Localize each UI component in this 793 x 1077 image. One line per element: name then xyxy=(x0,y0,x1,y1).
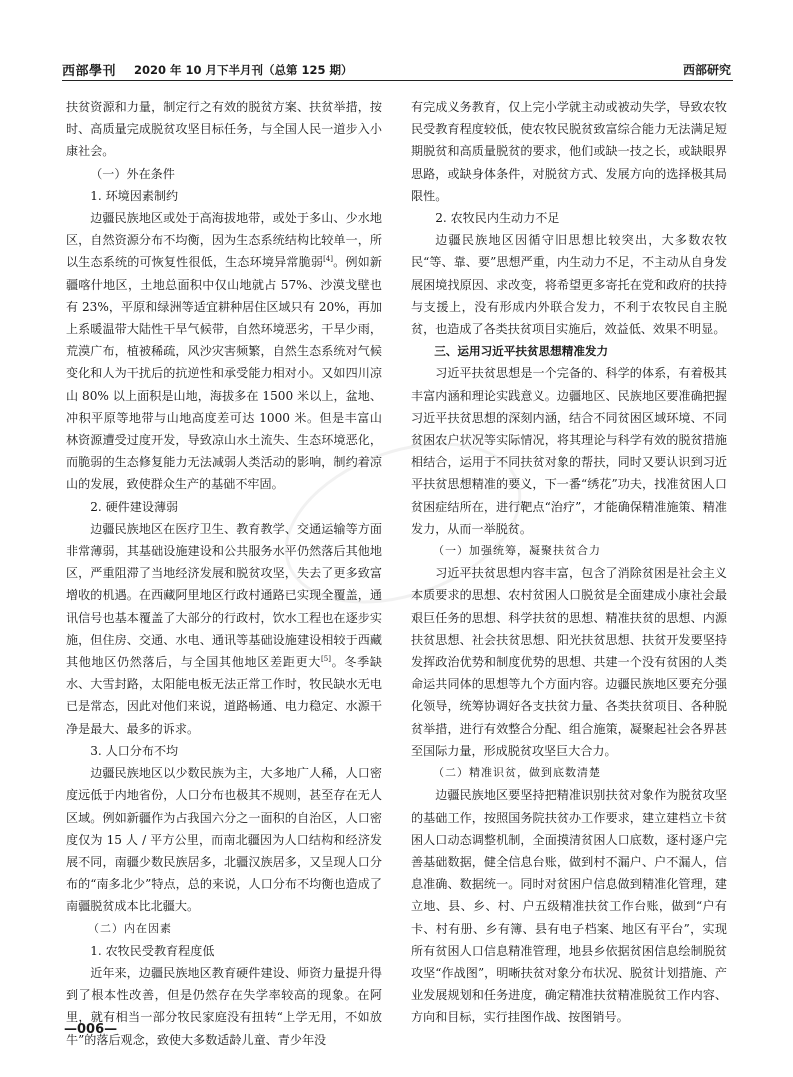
subsection-heading: 2. 硬件建设薄弱 xyxy=(90,499,179,514)
paragraph-text: 边疆民族地区或处于高海拔地带，或处于多山、少水地区，自然资源分布不均衡，因为生态系统结构比较单一，所以生态系统的可恢复性很低，生态环境异常脆弱 xyxy=(66,211,382,270)
paragraph-text: 边疆民族地区要坚持把精准识别扶贫对象作为脱贫攻坚的基础工作，按照国务院扶贫办工作要求，建立建档立卡贫困人口动态调整机制，全面摸清贫困人口底数，逐村逐户完善基础数据，健全信息台账，做到村不漏户、户不漏人，信息准确、数据统一。同时对贫困户信息做到精准化管理，建立地、县、乡、村、户五级精准扶贫工作台账，做到“户有卡、村有册、乡有簿、县有电子档案、地区有平台”，实现所有贫困人口信息精准管理，地县乡依据贫困信息绘制脱贫攻坚“作战图”，明晰扶贫对象分布状况、脱贫计划措施、产业发展规划和任务进度，确定精准扶贫精准脱贫工作内容、方向和目标，实行挂图作战、按图销号。 xyxy=(411,788,727,1025)
journal-logo: 西部學刊 xyxy=(62,64,117,79)
paragraph-text-cont: 。冬季缺水、大雪封路，太阳能电板无法正常工作时，牧民缺水无电已是常态，因此对他们来说，道路畅通、电力稳定、水源干净是最大、最多的诉求。 xyxy=(66,655,382,736)
subsection-heading: （一）加强统筹，凝聚扶贫合力 xyxy=(433,544,601,558)
body-paragraph xyxy=(411,96,727,207)
left-column xyxy=(66,96,382,1051)
paragraph-text: 边疆民族地区因循守旧思想比较突出，大多数农牧民“等、靠、要”思想严重，内生动力不足，不主动从自身发展困境找原因、求改变，将希望更多寄托在党和政府的扶持与支援上，没有形成内外联合发力，不利于农牧民自主脱贫，也造成了各类扶贫项目实施后，效益低、效果不明显。 xyxy=(411,233,727,337)
subsection-heading: 2. 农牧民内生动力不足 xyxy=(435,211,560,226)
subsection-heading: 1. 农牧民受教育程度低 xyxy=(90,943,215,958)
paragraph-text: 近年来，边疆民族地区教育硬件建设、师资力量提升得到了根本性改善，但是仍然存在失学率较高的现象。在阿里，就有相当一部分牧民家庭没有扭转“上学无用，不如放牛”的落后观念，致使大多数适龄儿童、青少年没 xyxy=(66,965,382,1047)
body-paragraph xyxy=(66,962,382,1051)
right-column xyxy=(411,96,727,1029)
paragraph-text: 习近平扶贫思想内容丰富，包含了消除贫困是社会主义本质要求的思想、农村贫困人口脱贫是全面建成小康社会最艰巨任务的思想、科学扶贫的思想、精准扶贫的思想、内源扶贫思想、社会扶贫思想、阳光扶贫思想、扶贫开发要坚持发挥政治优势和制度优势的思想、共建一个没有贫困的人类命运共同体的思想等九个方面内容。边疆民族地区要充分强化领导，统筹协调好各支扶贫力量、各类扶贫项目、各种脱贫举措，进行有效整合分配、组合施策，凝聚起社会各界甚至国际力量，形成脱贫攻坚巨大合力。 xyxy=(411,566,727,758)
section-name: 西部研究 xyxy=(682,63,731,77)
body-paragraph xyxy=(411,229,727,340)
body-paragraph xyxy=(66,518,382,740)
section-heading: 三、运用习近平扶贫思想精准发力 xyxy=(434,344,609,359)
body-paragraph xyxy=(66,762,382,917)
paragraph-text: 扶贫资源和力量，制定行之有效的脱贫方案、扶贫举措，按时、高质量完成脱贫攻坚目标任务，与全国人民一道步入小康社会。 xyxy=(66,100,382,159)
page-number: —006— xyxy=(64,1022,118,1037)
citation-ref: [4] xyxy=(323,255,334,264)
body-paragraph xyxy=(411,784,727,1028)
subsection-heading: 1. 环境因素制约 xyxy=(90,188,179,203)
subsection-heading: （二）内在因素 xyxy=(88,921,172,935)
page-header xyxy=(62,58,733,81)
paragraph-text: 边疆民族地区以少数民族为主，大多地广人稀，人口密度远低于内地省份，人口分布也极其不规则，甚至存在无人区域。例如新疆作为占我国六分之一面积的自治区，人口密度仅为 15 人 / 平方公里，而南北疆因为人口结构和经济发展不同，南疆少数民族居多，北疆汉族居多，又呈现人口分布的“南多北少”特点，总的来说，人口分布不均衡也造成了南疆脱贫成本比北疆大。 xyxy=(66,766,382,914)
paragraph-text: 边疆民族地区在医疗卫生、教育教学、交通运输等方面非常薄弱，其基础设施建设和公共服务水平仍然落后其他地区，严重阻滞了当地经济发展和脱贫攻坚，失去了更多致富增收的机遇。在西藏阿里地区行政村通路已实现全覆盖，通讯信号也基本覆盖了大部分的行政村，饮水工程也在逐步实施，但住房、交通、水电、通讯等基础设施建设相较于西藏其他地区仍然落后，与全国其他地区差距更大 xyxy=(66,521,382,670)
paragraph-text: 有完成义务教育，仅上完小学就主动或被动失学，导致农牧民受教育程度较低，使农牧民脱贫致富综合能力无法满足短期脱贫和高质量脱贫的要求，他们或缺一技之长，或缺眼界思路，或缺身体条件，对脱贫方式、发展方向的选择极其局限性。 xyxy=(411,100,727,203)
paragraph-text: 习近平扶贫思想是一个完备的、科学的体系，有着极其丰富内涵和理论实践意义。边疆地区、民族地区要准确把握习近平扶贫思想的深刻内涵，结合不同贫困区域环境、不同贫困农户状况等实际情况，将其理论与科学有效的脱贫措施相结合，运用于不同扶贫对象的帮扶，同时又要认识到习近平扶贫思想精准的要义，下一番“绣花”功夫，找准贫困人口贫困症结所在，进行靶点“治疗”，才能确保精准施策、精准发力，从而一举脱贫。 xyxy=(411,366,727,536)
journal-issue: 2020 年 10 月下半月刊（总第 125 期） xyxy=(134,63,353,77)
body-paragraph xyxy=(411,562,727,762)
body-paragraph xyxy=(411,362,727,540)
subsection-heading: 3. 人口分布不均 xyxy=(90,743,179,758)
citation-ref: [5] xyxy=(321,655,331,664)
body-paragraph xyxy=(66,96,382,163)
subsection-heading: （一）外在条件 xyxy=(90,166,175,181)
paragraph-text-cont: 。例如新疆喀什地区，土地总面积中仅山地就占 57%、沙漠戈壁也有 23%，平原和绿洲等适宜耕种居住区域只有 20%，再加上系暖温带大陆性干旱气候带，自然环境恶劣，干旱少雨，荒漠广布，植被稀疏，风沙灾害频繁，自然生态系统对气候变化和人为干扰后的抗逆性和承受能力相对小。又如四川凉山 80% 以上面积是山地，海拔多在 1500 米以上，盆地、冲积平原等地带与山地高度差可达 1000 米。但是丰富山林资源遭受过度开发，导致凉山水土流失、生态环境恶化，而脆弱的生态修复能力无法减弱人类活动的影响，制约着凉山的发展，致使群众生产的基础不牢固。 xyxy=(66,255,382,492)
subsection-heading: （二）精准识贫，做到底数清楚 xyxy=(433,766,601,780)
body-paragraph xyxy=(66,207,382,496)
